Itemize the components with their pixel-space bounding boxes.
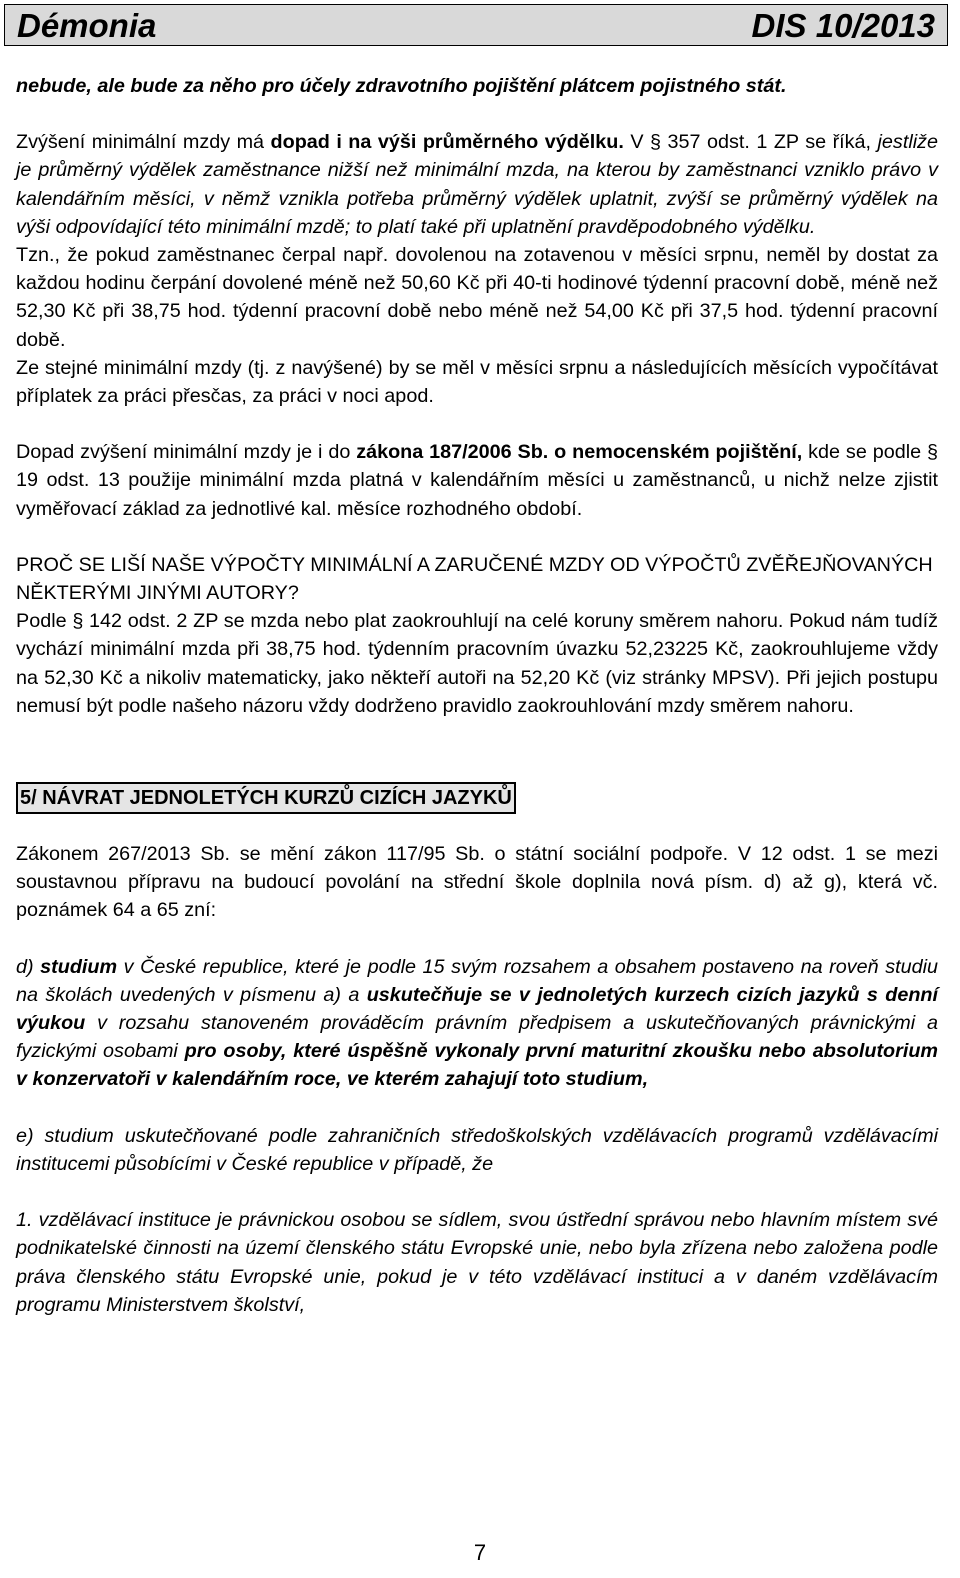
text-run: Ze stejné minimální mzdy (tj. z navýšené) by se měl v měsíci srpnu a následujících měsících vypočítávat příplatek za práci přesčas, za práci v noci apod.: [16, 356, 938, 408]
text-run: kde se podle § 19 odst. 13 použije minimální mzda platná v kalendářním měsíci u zaměstnanců, u nichž nelze zjistit vyměřovací základ za jednotlivé kal. měsíce rozhodného období.: [16, 441, 938, 520]
page-header: [4, 4, 948, 46]
issue-number: DIS 10/2013: [751, 7, 935, 44]
publication-title: Démonia: [17, 7, 157, 44]
section-title: 5/ NÁVRAT JEDNOLETÝCH KURZŮ CIZÍCH JAZYKŮ: [16, 782, 516, 814]
text-run: Dopad zvýšení minimální mzdy je i do: [16, 441, 357, 464]
text-run: Podle § 142 odst. 2 ZP se mzda nebo plat zaokrouhlují na celé koruny směrem nahoru. Pokud nám tudíž vychází minimální mzda při 38,75 hod. týdenním pracovním úvazku 52,23225 Kč, zaokrouhlujeme vždy na 52,30 Kč a nikoliv matematicky, jako někteří autoři na 52,20 Kč (viz stránky MPSV). Při jejich postupu nemusí být podle našeho názoru vždy dodrženo pravidlo zaokrouhlování mzdy směrem nahoru.: [16, 610, 938, 717]
text-run: 1. vzdělávací instituce je právnickou osobou se sídlem, svou ústřední správou nebo hlavním místem své podnikatelské činnosti na území členského státu Evropské unie, nebo byla zřízena nebo založena podle práva členského státu Evropské unie, pokud je v této vzdělávací instituci a v daném vzdělávacím programu Ministerstvem školství,: [16, 1209, 938, 1316]
paragraph-overtime: [16, 354, 938, 410]
continuation-text: nebude, ale bude za něho pro účely zdravotního pojištění plátcem pojistného stát.: [16, 75, 787, 97]
paragraph-item-d: [16, 953, 938, 1094]
text-run: Zvýšení minimální mzdy má: [16, 131, 271, 154]
paragraph-continuation: [16, 72, 938, 100]
text-run: v rozsahu stanoveném prováděcím právním předpisem a uskutečňovaných právnickými a fyzickými osobami: [16, 1012, 938, 1063]
text-run: d): [16, 955, 41, 978]
text-run: Tzn., že pokud zaměstnanec čerpal např. dovolenou na zotavenou v měsíci srpnu, neměl by dostat za každou hodinu čerpání dovolené méně než 50,60 Kč při 40-ti hodinové týdenní pracovní době, méně než 52,30 Kč při 38,75 hod. týdenní pracovní době nebo méně než 54,00 Kč při 37,5 hod. týdenní pracovní době.: [16, 244, 938, 351]
paragraph-law-change: [16, 840, 938, 925]
paragraph-item-e: [16, 1122, 938, 1178]
text-run-bold: zákona 187/2006 Sb. o nemocenském pojištění,: [356, 441, 803, 464]
text-run-bold: uskutečňuje se v jednoletých kurzech cizích jazyků s denní výukou: [16, 983, 938, 1035]
paragraph-example: [16, 241, 938, 354]
text-run-italic: jestliže je průměrný výdělek zaměstnance nižší než minimální mzda, na kterou by zaměstnanci vzniklo právo v kalendářním měsíci, v němž vznikla potřeba průměrný výdělek uplatnit, zvýší se průměrný výdělek na výši odpovídající této minimální mzdě; to platí také při uplatnění pravděpodobného výdělku.: [16, 131, 938, 238]
paragraph-item-1: [16, 1206, 938, 1319]
text-run: Zákonem 267/2013 Sb. se mění zákon 117/95 Sb. o státní sociální podpoře. V 12 odst. 1 se mezi soustavnou přípravu na budoucí povolání na střední škole doplnila nová písm. d) až g), která vč. poznámek 64 a 65 zní:: [16, 843, 938, 922]
text-run: PROČ SE LIŠÍ NAŠE VÝPOČTY MINIMÁLNÍ A ZARUČENÉ MZDY OD VÝPOČTŮ ZVĚŘEJŇOVANÝCH NĚKTERÝMI JINÝMI AUTORY?: [16, 553, 933, 605]
text-run-bold: pro osoby, které úspěšně vykonaly první maturitní zkoušku nebo absolutorium v konzervatoři v kalendářním roce, ve kterém zahajují toto studium,: [16, 1040, 938, 1091]
paragraph-average-earnings: [16, 128, 938, 241]
section-heading: [16, 782, 938, 814]
page-number: 7: [473, 1540, 487, 1565]
text-run: V § 357 odst. 1 ZP se říká,: [623, 131, 878, 154]
paragraph-sickness-insurance: [16, 438, 938, 523]
paragraph-rounding: [16, 607, 938, 720]
text-run-bold: dopad i na výši průměrného výdělku.: [270, 131, 624, 154]
text-run-bold: studium: [40, 955, 118, 978]
question-heading: [16, 551, 938, 607]
article-body: [16, 72, 938, 1319]
text-run: v České republice, které je podle 15 svým rozsahem a obsahem postaveno na roveň studiu na školách uvedených v písmenu a) a: [16, 955, 938, 1006]
text-run: e) studium uskutečňované podle zahraničních středoškolských vzdělávacích programů vzdělávacími institucemi působícími v České republice v případě, že: [16, 1124, 938, 1175]
